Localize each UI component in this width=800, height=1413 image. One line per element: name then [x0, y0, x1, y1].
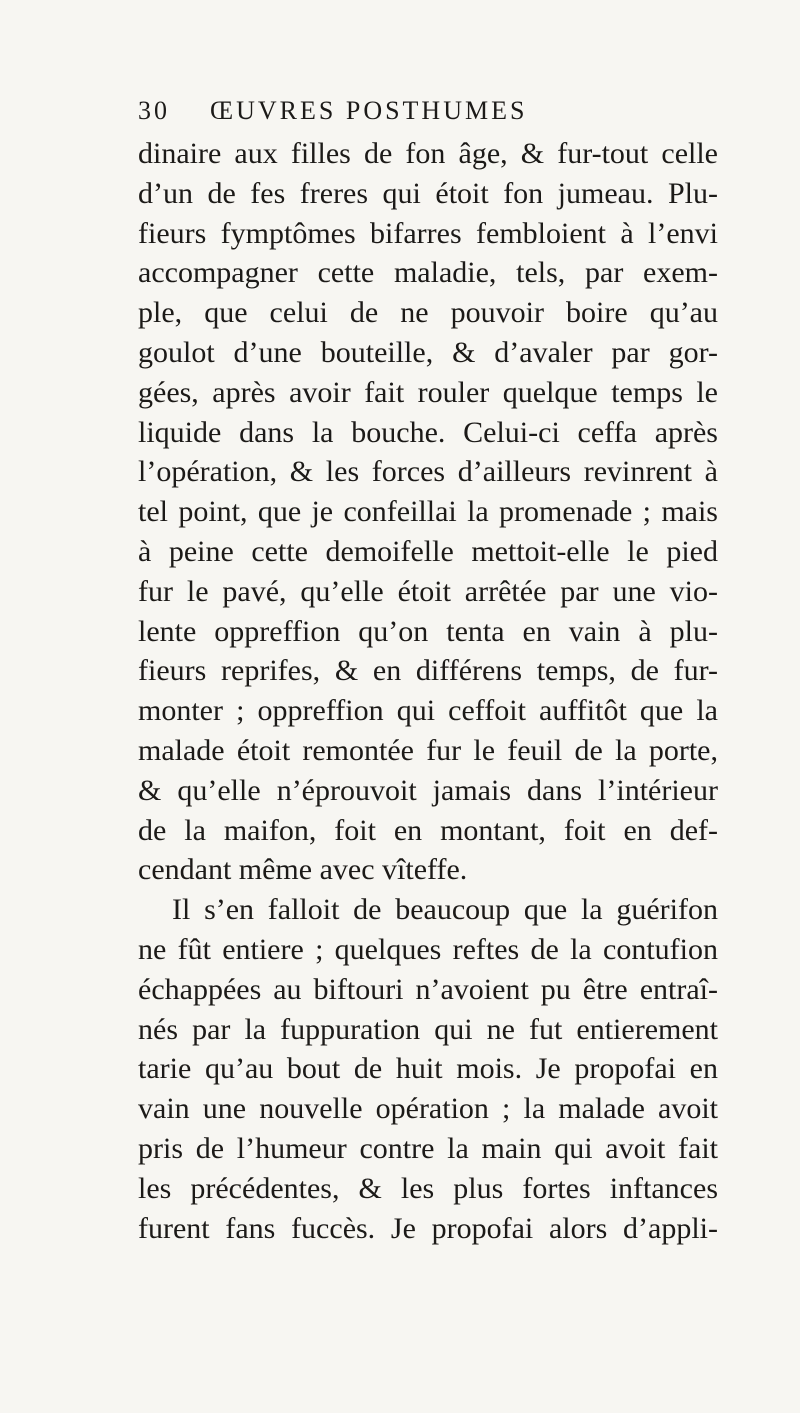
- text-line: accompagner cette maladie, tels, par exem-: [138, 256, 718, 290]
- text-line: d’un de fes freres qui étoit fon jumeau. Plu-: [138, 176, 718, 210]
- text-line: furent fans fuccès. Je propofai alors d’appli-: [138, 1211, 718, 1245]
- text-line: malade étoit remontée fur le feuil de la porte,: [138, 733, 718, 767]
- text-line: & qu’elle n’éprouvoit jamais dans l’intérieur: [138, 773, 718, 807]
- text-line: monter ; oppreffion qui ceffoit auffitôt que la: [138, 694, 718, 728]
- text-line: tarie qu’au bout de huit mois. Je propofai en: [138, 1052, 718, 1086]
- text-line: échappées au biftouri n’avoient pu être entraî-: [138, 972, 718, 1006]
- text-line: goulot d’une bouteille, & d’avaler par gor-: [138, 335, 718, 369]
- text-line: fieurs fymptômes bifarres fembloient à l’envi: [138, 216, 718, 250]
- text-line: gées, après avoir fait rouler quelque temps le: [138, 375, 718, 409]
- text-line: cendant même avec vîteffe.: [138, 853, 468, 887]
- text-line: les précédentes, & les plus fortes inftances: [138, 1171, 718, 1205]
- text-line: l’opération, & les forces d’ailleurs revinrent à: [138, 455, 718, 489]
- text-line: Il s’en falloit de beaucoup que la guérifon: [172, 893, 718, 927]
- text-line: ne fût entiere ; quelques reftes de la contufion: [138, 932, 718, 966]
- text-line: vain une nouvelle opération ; la malade avoit: [138, 1092, 718, 1126]
- text-line: liquide dans la bouche. Celui-ci ceffa après: [138, 415, 718, 449]
- text-line: de la maifon, foit en montant, foit en def-: [138, 813, 718, 847]
- text-line: dinaire aux filles de fon âge, & fur-tout celle: [138, 137, 718, 170]
- text-line: fieurs reprifes, & en différens temps, de fur-: [138, 654, 718, 688]
- running-header: [138, 94, 698, 128]
- text-line: lente oppreffion qu’on tenta en vain à plu-: [138, 614, 718, 648]
- text-line: pris de l’humeur contre la main qui avoit fait: [138, 1131, 718, 1165]
- running-title: ŒUVRES POSTHUMES: [210, 96, 528, 125]
- text-line: à peine cette demoifelle mettoit-elle le pied: [138, 534, 718, 568]
- text-line: ple, que celui de ne pouvoir boire qu’au: [138, 296, 718, 330]
- text-line: tel point, que je confeillai la promenade ; mais: [138, 495, 718, 529]
- body-text: [138, 134, 718, 1248]
- page-number: 30: [138, 96, 170, 125]
- text-line: nés par la fuppuration qui ne fut entierement: [138, 1012, 718, 1046]
- text-line: fur le pavé, qu’elle étoit arrêtée par une vio-: [138, 574, 718, 608]
